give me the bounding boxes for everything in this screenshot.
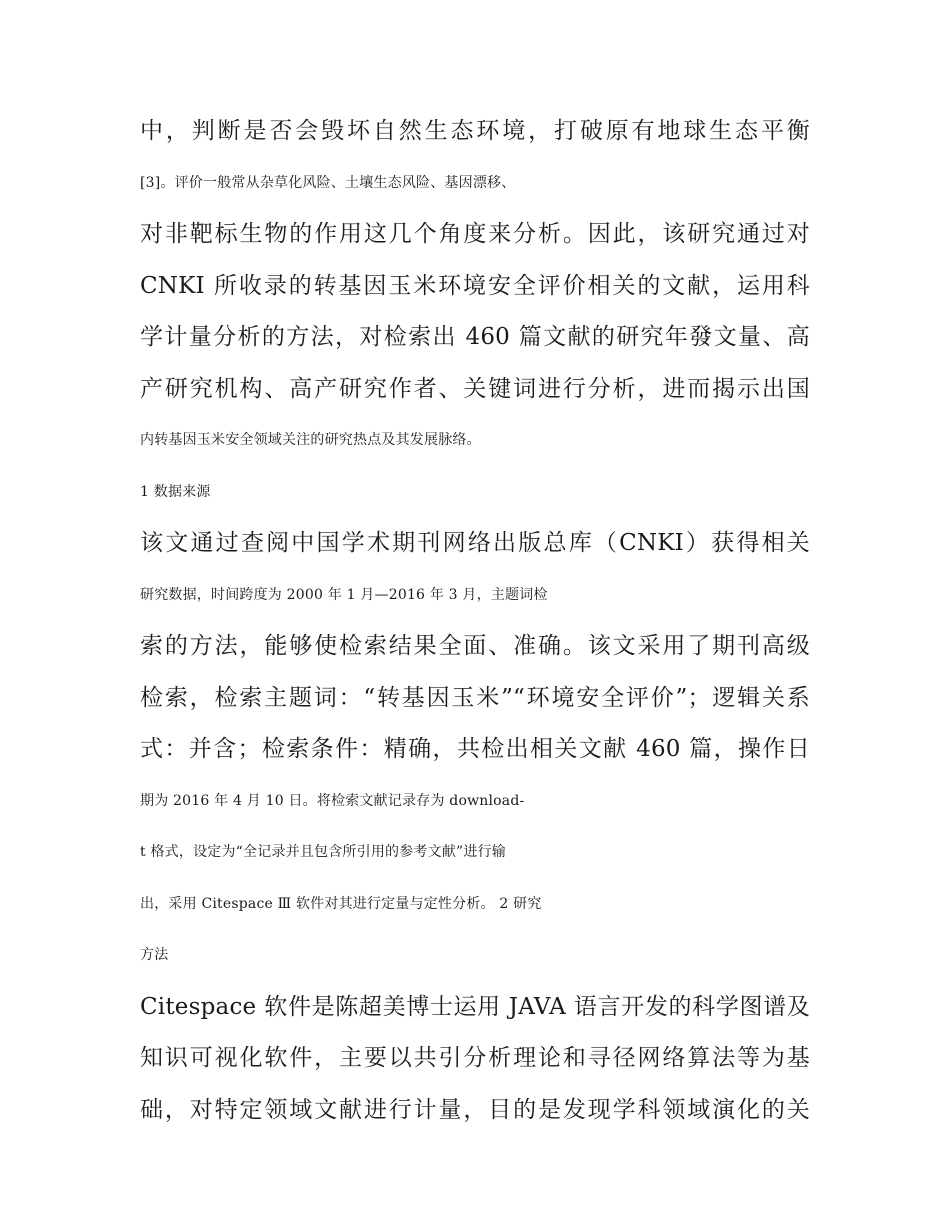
text-line: 式：并含；检索条件：精确，共检出相关文献 460 篇，操作日 bbox=[140, 736, 810, 762]
text-line: 检索，检索主题词：“转基因玉米”“环境安全评价”；逻辑关系 bbox=[140, 684, 810, 711]
text-line: t 格式，设定为“全记录并且包含所引用的参考文献”进行输 bbox=[140, 844, 506, 860]
text-line: 索的方法，能够使检索结果全面、准确。该文采用了期刊高级 bbox=[140, 633, 810, 659]
text-line: 方法 bbox=[140, 947, 169, 963]
text-line: 学计量分析的方法，对检索出 460 篇文献的研究年發文量、高 bbox=[140, 324, 810, 350]
text-line: 中，判断是否会毁坏自然生态环境，打破原有地球生态平衡 bbox=[140, 118, 810, 144]
text-line: 础，对特定领域文献进行计量，目的是发现学科领域演化的关 bbox=[140, 1096, 810, 1123]
body-text bbox=[140, 106, 820, 1136]
text-line: 研究数据，时间跨度为 2000 年 1 月—2016 年 3 月，主题词检 bbox=[140, 586, 548, 603]
text-line: 期为 2016 年 4 月 10 日。将检索文献记录存为 download- bbox=[140, 792, 525, 809]
text-line: 产研究机构、高产研究作者、关键词进行分析，进而揭示出国 bbox=[140, 375, 810, 402]
text-line: 1 数据来源 bbox=[140, 483, 211, 500]
text-line: 该文通过查阅中国学术期刊网络出版总库（CNKI）获得相关 bbox=[140, 530, 810, 556]
text-line: Citespace 软件是陈超美博士运用 JAVA 语言开发的科学图谱及 bbox=[140, 993, 810, 1020]
text-line: 出，采用 Citespace Ⅲ 软件对其进行定量与定性分析。 2 研究 bbox=[140, 895, 542, 912]
text-line: CNKI 所收录的转基因玉米环境安全评价相关的文献，运用科 bbox=[140, 272, 810, 299]
text-line: 内转基因玉米安全领域关注的研究热点及其发展脉络。 bbox=[140, 432, 481, 448]
text-line: 知识可视化软件，主要以共引分析理论和寻径网络算法等为基 bbox=[140, 1045, 810, 1071]
text-line: 对非靶标生物的作用这几个角度来分析。因此，该研究通过对 bbox=[140, 221, 810, 247]
text-line: [3]。评价一般常从杂草化风险、土壤生态风险、基因漂移、 bbox=[140, 174, 516, 191]
